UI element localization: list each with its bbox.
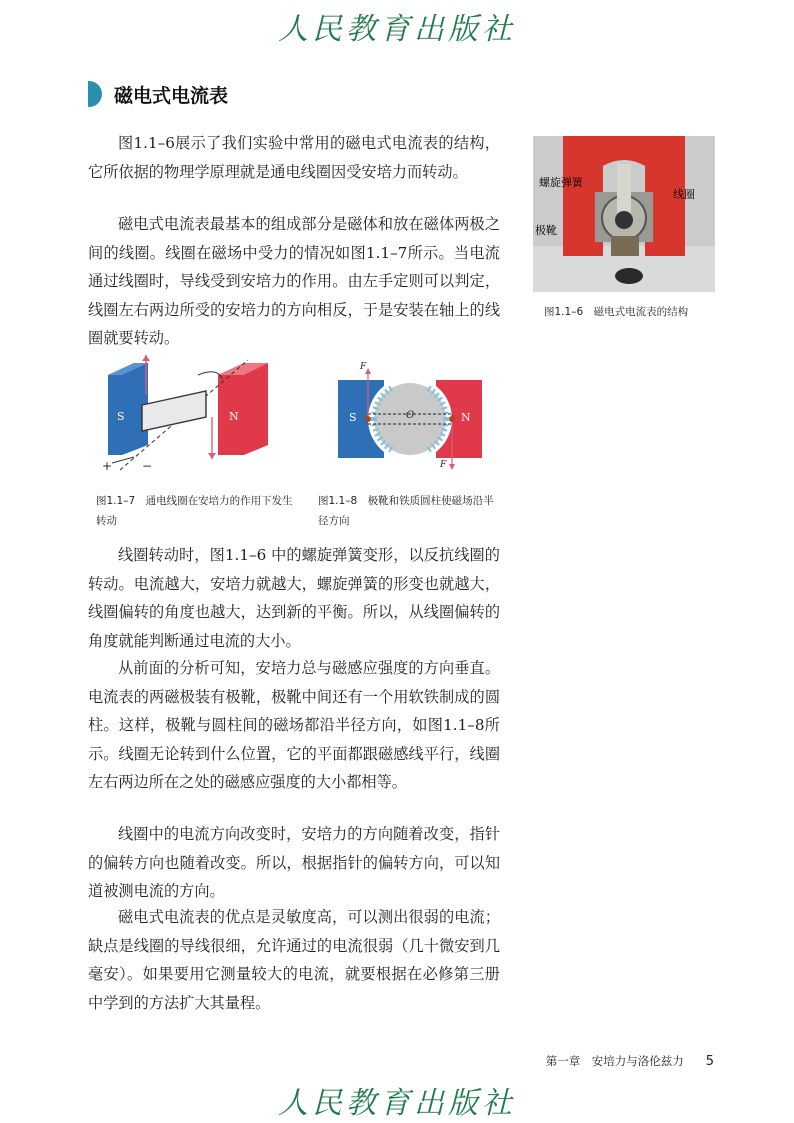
publisher-logo-bottom: 人民教育出版社: [278, 1086, 516, 1121]
figure-1-1-8-caption: 图1.1–8 极靴和铁质圆柱使磁场沿半径方向: [318, 495, 494, 527]
minus-terminal-label: −: [142, 459, 153, 473]
page-number: 5: [705, 1054, 714, 1069]
south-pole-label: S: [117, 410, 125, 423]
paragraph-6: 磁电式电流表的优点是灵敏度高，可以测出很弱的电流；缺点是线圈的导线很细，允许通过的电流很弱（几十微安到几毫安）。如果要用它测量较大的电流，就要根据在必修第三册中学到的方法扩大其量程。: [88, 908, 500, 1012]
plus-terminal-label: +: [102, 459, 113, 473]
paragraph-4: 从前面的分析可知，安培力总与磁感应强度的方向垂直。电流表的两磁极装有极靴，极靴中间还有一个用软铁制成的圆柱。这样，极靴与圆柱间的磁场都沿半径方向，如图1.1–8所示。线圈无论转到什么位置，它的平面都跟磁感线平行，线圈左右两边所在之处的磁感应强度的大小都相等。: [88, 659, 500, 792]
figure-1-1-7: [98, 355, 278, 475]
figure-1-1-8: [336, 364, 484, 476]
force-top-label: F: [360, 362, 367, 372]
publisher-logo-top: 人民教育出版社: [278, 12, 516, 47]
paragraph-1: 图1.1–6展示了我们实验中常用的磁电式电流表的结构，它所依据的物理学原理就是通电线圈因受安培力而转动。: [88, 134, 500, 181]
south-pole-label: S: [349, 411, 357, 424]
label-spring: 螺旋弹簧: [539, 176, 583, 189]
figure-1-1-7-caption: 图1.1–7 通电线圈在安培力的作用下发生转动: [96, 495, 293, 527]
section-title: 磁电式电流表: [114, 84, 229, 107]
north-pole-label: N: [461, 411, 471, 424]
footer-chapter: 第一章 安培力与洛伦兹力: [545, 1054, 684, 1068]
label-coil: 线圈: [673, 188, 695, 201]
coil-in-field-diagram: [98, 355, 278, 475]
north-pole-label: N: [229, 410, 239, 423]
paragraph-3: 线圈转动时，图1.1–6 中的螺旋弹簧变形，以反抗线圈的转动。电流越大，安培力就越大，螺旋弹簧的形变也就越大，线圈偏转的角度也越大，达到新的平衡。所以，从线圈偏转的角度就能判断通过电流的大小。: [88, 546, 500, 650]
figure-1-1-6-photo: [533, 136, 715, 292]
center-label: O: [406, 410, 415, 421]
section-marker: [88, 81, 102, 107]
page-footer: [546, 1053, 714, 1069]
section-heading: [88, 80, 228, 108]
label-pole-shoe: 极靴: [535, 224, 557, 237]
galvanometer-photo-illustration: [533, 136, 715, 292]
force-bottom-label: F: [440, 460, 447, 470]
paragraph-2: 磁电式电流表最基本的组成部分是磁体和放在磁体两极之间的线圈。线圈在磁场中受力的情况如图1.1–7所示。当电流通过线圈时，导线受到安培力的作用。由左手定则可以判定，线圈左右两边所受的安培力的方向相反，于是安装在轴上的线圈就要转动。: [88, 215, 500, 348]
paragraph-5: 线圈中的电流方向改变时，安培力的方向随着改变，指针的偏转方向也随着改变。所以，根据指针的偏转方向，可以知道被测电流的方向。: [88, 825, 500, 901]
figure-1-1-6-caption: 图1.1–6 磁电式电流表的结构: [544, 306, 689, 318]
